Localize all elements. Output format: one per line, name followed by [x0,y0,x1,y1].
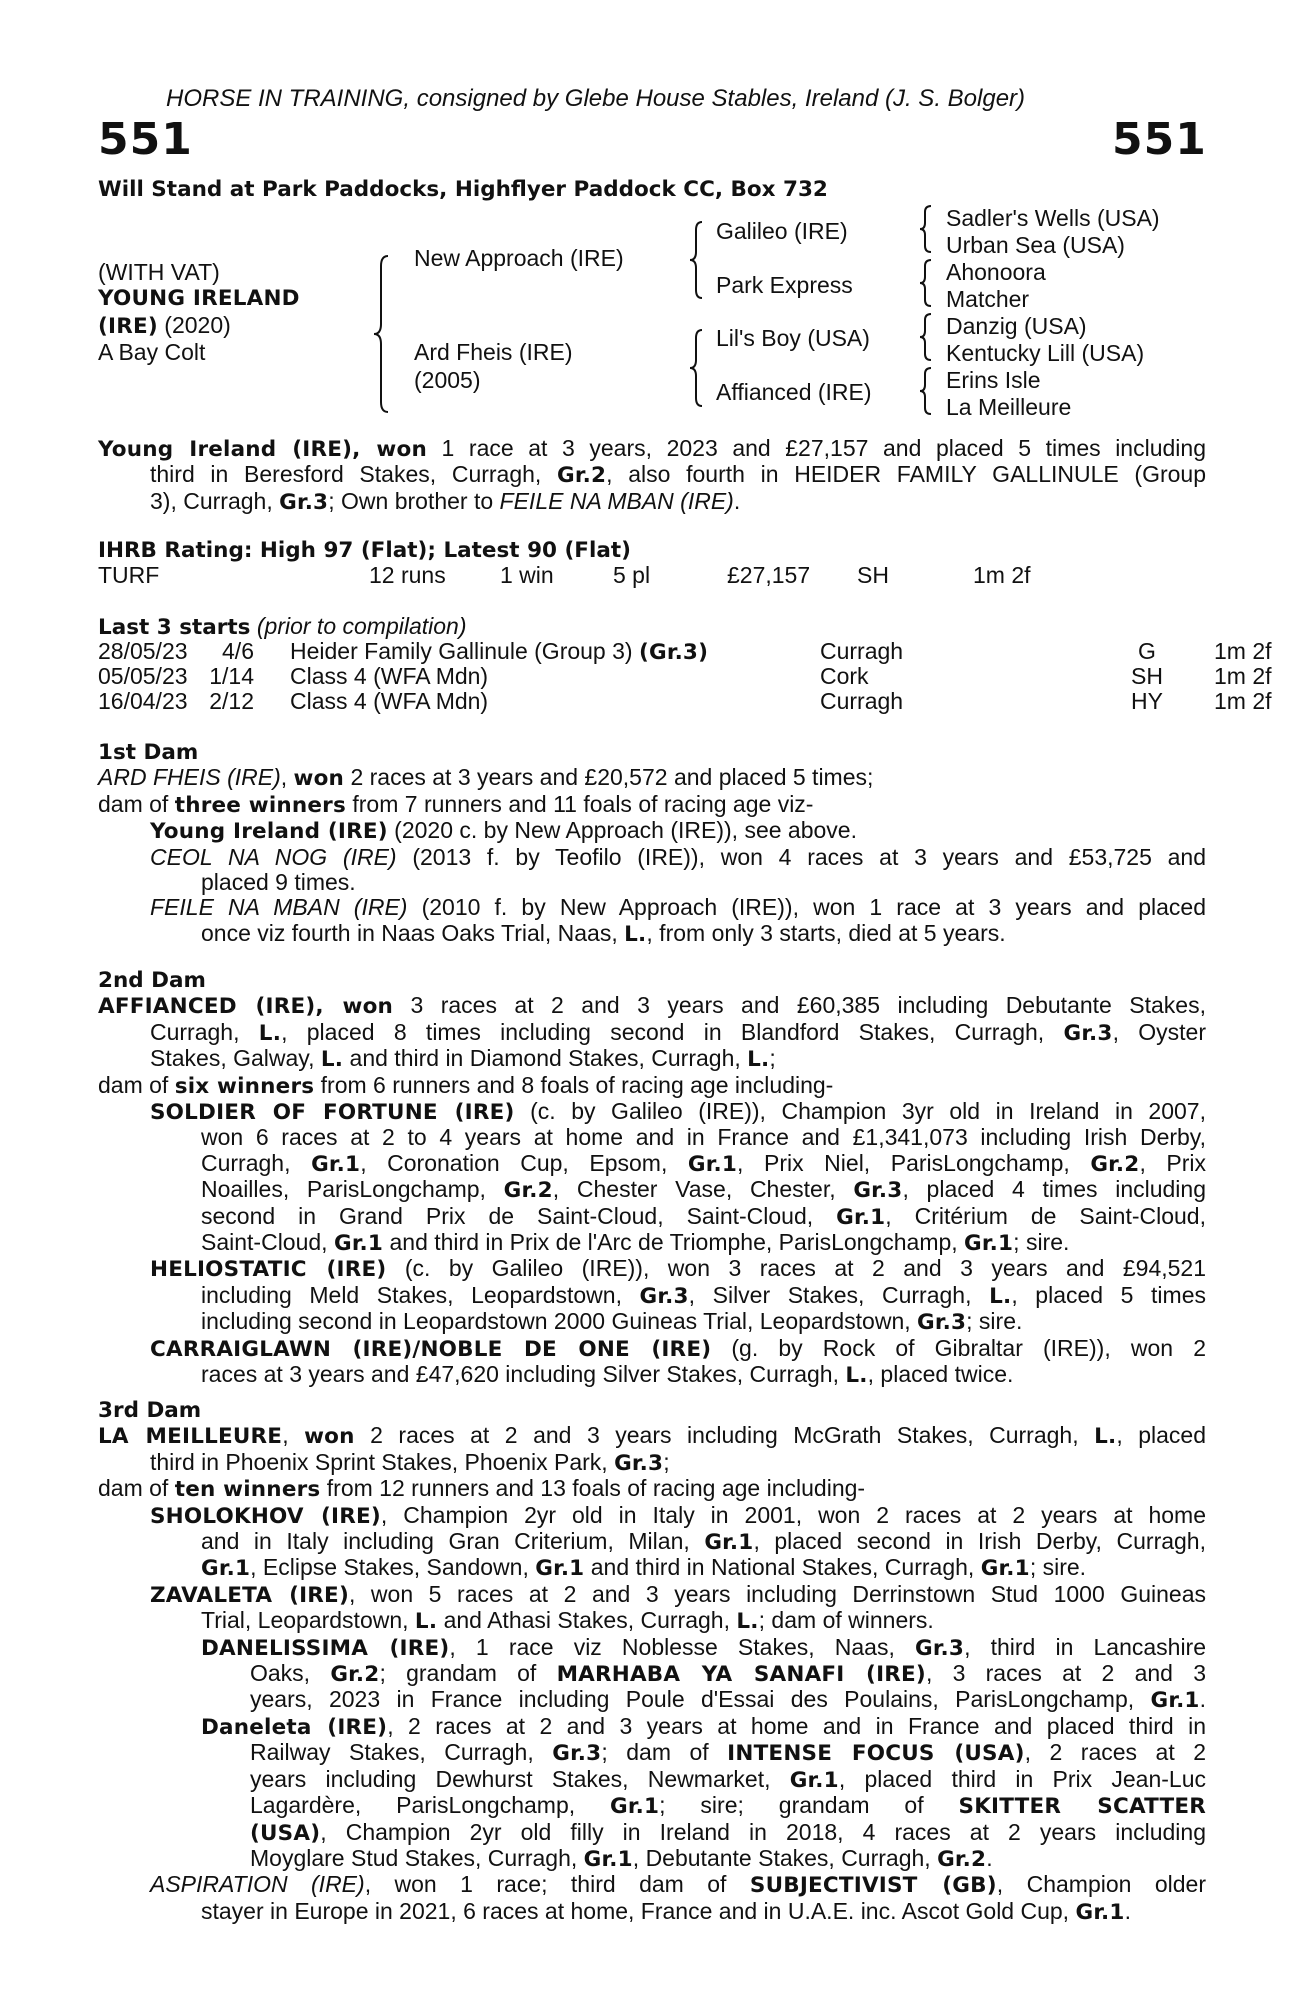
pedigree-sire-sire: Galileo (IRE) [716,218,848,244]
pedigree-sire: New Approach (IRE) [414,245,624,271]
rating-places: 5 pl [613,562,651,588]
horse-origin [98,313,231,339]
pedigree-brace-ds [918,312,934,362]
race-summary: Young Ireland (IRE), won 1 race at 3 years, 2023 and £27,157 and placed 5 times including third in Beresford Stakes, Curragh, Gr.2, also fourth in HEIDER FAMILY GALLINULE (Group 3), Curragh, Gr.3; Own brother to FEILE NA MBAN (IRE). [98,435,1207,515]
horse-name: YOUNG IRELAND [98,286,300,311]
pedigree-sss: Sadler's Wells (USA) [946,205,1160,231]
third-dam-section: 3rd Dam LA MEILLEURE, won 2 races at 2 and 3 years including McGrath Stakes, Curragh, L., placed third in Phoenix Sprint Stakes, Phoenix Park, Gr.3; dam of ten winners from 12 runners and 13 foals of racing age including- SHOLOKHOV (IRE), Champion 2yr old in Italy in 2001, won 2 races at 2 years at home and in Italy including Gran Criterium, Milan, Gr.1, placed second in Irish Derby, Curragh, Gr.1, Eclipse Stakes, Sandown, Gr.1 and third in National Stakes, Curragh, Gr.1; sire. ZAVALETA (IRE), won 5 races at 2 and 3 years including Derrinstown Stud 1000 Guineas Trial, Leopardstown, L. and Athasi Stakes, Curragh, L.; dam of winners. DANELISSIMA (IRE), 1 race viz Noblesse Stakes, Naas, Gr.3, third in Lancashire Oaks, Gr.2; grandam of MARHABA YA SANAFI (IRE), 3 races at 2 and 3 years, 2023 in France including Poule d'Essai des Poulains, ParisLongchamp, Gr.1. Daneleta (IRE), 2 races at 2 and 3 years at home and in France and placed third in Railway Stakes, Curragh, Gr.3; dam of INTENSE FOCUS (USA), 2 races at 2 years including Dewhurst Stakes, Newmarket, Gr.1, placed third in Prix Jean-Luc Lagardère, ParisLongchamp, Gr.1; sire; grandam of SKITTER SCATTER (USA), Champion 2yr old filly in Ireland in 2018, 4 races at 2 years including Moyglare Stud Stakes, Curragh, Gr.1, Debutante Stakes, Curragh, Gr.2. ASPIRATION (IRE), won 1 race; third dam of SUBJECTIVIST (GB), Champion older stayer in Europe in 2021, 6 races at home, France and in U.A.E. inc. Ascot Gold Cup, Gr.1. [98,1398,1207,1925]
pedigree-brace-dd [918,366,934,416]
first-dam-section: 1st Dam ARD FHEIS (IRE), won 2 races at 3 years and £20,572 and placed 5 times; dam of three winners from 7 runners and 11 foals of racing age viz- Young Ireland (IRE) (2020 c. by New Approach (IRE)), see above. CEOL NA NOG (IRE) (2013 f. by Teofilo (IRE)), won 4 races at 3 years and £53,725 and placed 9 times. FEILE NA MBAN (IRE) (2010 f. by New Approach (IRE)), won 1 race at 3 years and placed once viz fourth in Naas Oaks Trial, Naas, L., from only 3 starts, died at 5 years. [98,740,1206,947]
pedigree-sds: Ahonoora [946,259,1046,285]
pedigree-dam-dam: Affianced (IRE) [716,379,872,405]
horse-year: (2020) [157,312,231,338]
horse-description: A Bay Colt [98,339,206,365]
pedigree-brace-sd [918,258,934,308]
stand-location: Will Stand at Park Paddocks, Highflyer Paddock CC, Box 732 [98,177,828,202]
pedigree-brace-dam [688,328,706,408]
pedigree-dds: Erins Isle [946,367,1041,393]
pedigree-sdd: Matcher [946,286,1030,312]
last-starts-title: Last 3 starts (prior to compilation) [98,613,467,640]
pedigree-dam: Ard Fheis (IRE) [414,339,573,365]
pedigree-dsd: Kentucky Lill (USA) [946,340,1145,366]
rating-wins: 1 win [500,562,554,588]
pedigree-dss: Danzig (USA) [946,313,1087,339]
second-dam-section: 2nd Dam AFFIANCED (IRE), won 3 races at 2 and 3 years and £60,385 including Debutante Stakes, Curragh, L., placed 8 times including second in Blandford Stakes, Curragh, Gr.3, Oyster Stakes, Galway, L. and third in Diamond Stakes, Curragh, L.; dam of six winners from 6 runners and 8 foals of racing age including- SOLDIER OF FORTUNE (IRE) (c. by Galileo (IRE)), Champion 3yr old in Ireland in 2007, won 6 races at 2 to 4 years at home and in France and £1,341,073 including Irish Derby, Curragh, Gr.1, Coronation Cup, Epsom, Gr.1, Prix Niel, ParisLongchamp, Gr.2, Prix Noailles, ParisLongchamp, Gr.2, Chester Vase, Chester, Gr.3, placed 4 times including second in Grand Prix de Saint-Cloud, Saint-Cloud, Gr.1, Critérium de Saint-Cloud, Saint-Cloud, Gr.1 and third in Prix de l'Arc de Triomphe, ParisLongchamp, Gr.1; sire. HELIOSTATIC (IRE) (c. by Galileo (IRE)), won 3 races at 2 and 3 years and £94,521 including Meld Stakes, Leopardstown, Gr.3, Silver Stakes, Curragh, L., placed 5 times including second in Leopardstown 2000 Guineas Trial, Leopardstown, Gr.3; sire. CARRAIGLAWN (IRE)/NOBLE DE ONE (IRE) (g. by Rock of Gibraltar (IRE)), won 2 races at 3 years and £47,620 including Silver Stakes, Curragh, L., placed twice. [98,968,1207,1389]
ihrb-rating: IHRB Rating: High 97 (Flat); Latest 90 (Flat) [98,538,631,563]
lot-number-right: 551 [1112,114,1207,165]
rating-surface: TURF [98,562,160,588]
pedigree-ssd: Urban Sea (USA) [946,232,1125,258]
first-dam-title: 1st Dam [98,740,199,765]
pedigree-brace-ss [918,204,934,254]
lot-number-left: 551 [98,114,193,165]
pedigree-sire-dam: Park Express [716,272,853,298]
second-dam-title: 2nd Dam [98,968,206,993]
pedigree-brace-sire [688,220,706,300]
rating-earnings: £27,157 [727,562,811,588]
consignor-line: HORSE IN TRAINING, consigned by Glebe House Stables, Ireland (J. S. Bolger) [166,85,1026,112]
rating-runs: 12 runs [369,562,446,588]
pedigree-dam-sire: Lil's Boy (USA) [716,325,870,351]
horse-country: (IRE) [98,314,158,339]
vat-note: (WITH VAT) [98,259,220,285]
third-dam-title: 3rd Dam [98,1398,202,1423]
pedigree-dam-year: (2005) [414,367,481,393]
pedigree-ddd: La Meilleure [946,394,1072,420]
rating-distance: 1m 2f [973,562,1031,588]
rating-going: SH [857,562,889,588]
pedigree-brace-main [372,254,392,414]
